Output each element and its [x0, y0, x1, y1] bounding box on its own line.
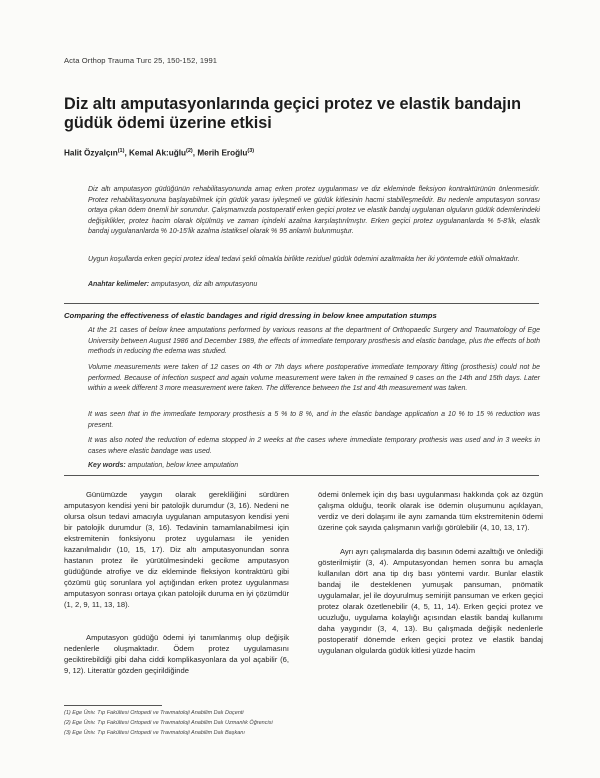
- keywords-tr-text: amputasyon, diz altı amputasyonu: [151, 281, 258, 288]
- abstract-en-paragraph: It was also noted the reduction of edema stopped in 2 weeks at the cases where immediate temporary prothesis was used and in 3 weeks in cases where elastic bandage was used.: [88, 437, 540, 455]
- author-affiliation-mark: (2): [186, 148, 193, 154]
- body-left-paragraph: Amputasyon güdüğü ödemi iyi tanımlanmış olup değişik nedenlerle oluşmaktadır. Ödem protez uygulamasını geciktirebildiği gibi daha ciddi komplikasyonlara da yol açabilir (6, 9, 12). Literatür gözden geçirildiğinde: [64, 633, 289, 676]
- paper-title: Diz altı amputasyonlarında geçici protez ve elastik bandajın güdük ödemi üzerine etkisi: [64, 95, 521, 132]
- author-name: Halit Özyalçın: [64, 148, 118, 158]
- keywords-en-label: Key words:: [88, 462, 126, 469]
- abstract-tr-paragraph: Diz altı amputasyon güdüğünün rehabilitasyonunda amaç erken protez uygulanması ve diz ekleminde fleksiyon kontraktürünün önlenmesidir. Protez rehabilitasyonuna başlayabilmek için güdük yarası iyileşmeli ve güdük kitlesinin hacmi stabilleşmelidir. Bu nedenle amputasyon sonrası ortaya çıkan ödem önemli bir sorundur. Çalışmamızda postoperatif erken geçici protez ve elastik bandaj uygulanan olguların güdük ödemlerindeki değişiklikler, protez hacim olarak ölçülmüş ve zaman içindeki azalma karşılaştırılmıştır. Erken geçici protez uygulananlarda % 5-8'lik, elastik bandaj uygulananlarda % 10-15'lik azalma istatiksel olarak % 95 anlamlı bulunmuştur.: [88, 186, 540, 236]
- body-left-paragraph: Günümüzde yaygın olarak gerekliliğini sürdüren amputasyon kendisi yeni bir patolojik durumdur (3, 16). Nedeni ne olursa olsun tedavi amacıyla uygulanan amputasyon kendisi yeni bir patolojik durumdur (3, 16). Tedavinin tamamlanabilmesi için ekstremitenin fonksiyonu protez uygulaması ile yeniden kazanılmalıdır (10, 15, 17). Diz altı amputasyonundan sonra hastanın protez ile yürütülmesindeki gecikme amputasyon güdüğünde atrofiye ve diz ekleminde fleksiyon kontraktürü gibi çözümü güç sorunlara yol açtığından erken protez uygulanması amputasyon sonrası ortaya çıkan patolojik duruma en iyi çözümdür (1, 2, 9, 11, 13, 18).: [64, 490, 289, 610]
- section-divider: [64, 303, 539, 304]
- footnote: (1) Ege Üniv. Tıp Fakültesi Ortopedi ve Travmatoloji Anabilim Dalı Doçenti: [64, 710, 244, 716]
- author-list: Halit Özyalçın$^{(1)}$, Kemal Ak:uğlu$^{(2)}$, Merih Eroğlu$^{(3)}$: [64, 148, 255, 158]
- author-name: Merih Eroğlu: [197, 148, 248, 158]
- keywords-tr-label: Anahtar kelimeler:: [88, 281, 150, 288]
- journal-header: Acta Orthop Trauma Turc 25, 150-152, 1991: [64, 56, 218, 65]
- keywords-en: [88, 461, 540, 472]
- abstract-en-paragraph: At the 21 cases of below knee amputations performed by various reasons at the department of Orthopaedic Surgery and Traumatology of Ege University between August 1986 and December 1989, the effects of immediate temporary prosthesis and elastic bandage, plus the effects of both methods in reducing the edema was studied.: [88, 327, 540, 356]
- body-right-paragraph: ödemi önlemek için dış bası uygulanması hakkında çok az özgün çalışma olduğu, teorik olarak ise ödemin oluşumunu açıklayan, verdiz ve deri dolaşımı ile aynı zamanda tüm ekstremitenin ödemi üzerine çok sayıda çalışmanın varlığı görülebilir (4, 10, 13, 17).: [318, 490, 543, 533]
- keywords-tr: [88, 280, 540, 291]
- footnote-divider: [64, 705, 162, 706]
- footnote: (3) Ege Üniv. Tıp Fakültesi Ortopedi ve Travmatoloji Anabilim Dalı Başkanı: [64, 730, 245, 736]
- author-affiliation-mark: (3): [247, 148, 255, 154]
- abstract-en-paragraph: Volume measurements were taken of 12 cases on 4th or 7th days where postoperative immediate temporary fitting (prosthesis) could not be performed. Because of infection suspect and again volume measurement were taken in the remained 9 cases on the 14th and 15th days. Later within a week different 3 more measurement were taken. The difference between the 1st and 4th measurement was taken.: [88, 364, 540, 393]
- author-name: Kemal Ak:uğlu: [129, 148, 187, 158]
- body-right-paragraph: Ayrı ayrı çalışmalarda dış basının ödemi azalttığı ve önlediği gösterilmiştir (3, 4). Amputasyondan hemen sonra bu amaçla kullanılan dört ana tip dış bası yöntemi vardır. Bunlar elastik bandaj ile desteklenen yumuşak pansuman, pnömatik uygulamalar, jel ile doyurulmuş semirijit pansuman ve erken geçici protez olarak özetlenebilir (4, 5, 11, 14). Erken geçici protez ve ucuzluğu, uygulama kolaylığı açısından elastik bandaj kullanımı daha yaygındır (3, 4, 13). Bu çalışmada değişik nedenlerle postoperatif dönemde erken geçici protez ve elastik bandaj uygulanan olgularda güdük kitlesi yüzde hacim: [318, 547, 543, 656]
- english-title: Comparing the effectiveness of elastic bandages and rigid dressing in below knee amputation stumps: [64, 311, 437, 320]
- keywords-en-text: amputation, below knee amputation: [127, 462, 239, 469]
- footnote: (2) Ege Üniv. Tıp Fakültesi Ortopedi ve Travmatoloji Anabilim Dalı Uzmanlık Öğrencisi: [64, 720, 273, 726]
- abstract-en-paragraph: It was seen that in the immediate temporary prosthesis a 5 % to 8 %, and in the elastic bandage application a 10 % to 15 % reduction was present.: [88, 411, 540, 429]
- abstract-tr-paragraph: Uygun koşullarda erken geçici protez ideal tedavi şekli olmakla birlikte reziduel güdük ödemini azaltmakta her iki yöntemde etkili olmaktadır.: [88, 256, 520, 263]
- author-affiliation-mark: (1): [117, 148, 125, 154]
- section-divider: [64, 475, 539, 476]
